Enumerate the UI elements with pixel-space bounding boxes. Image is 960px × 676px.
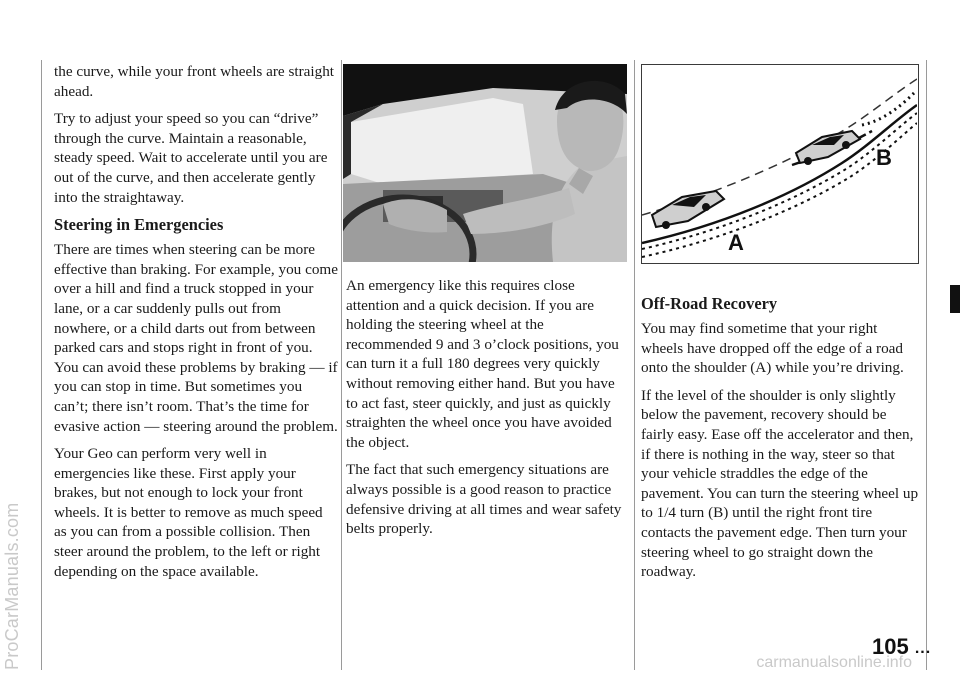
road-recovery-diagram [641,64,919,264]
paragraph: There are times when steering can be more effective than braking. For example, you come over a hill and find a truck stopped in your lane, or a car suddenly pulls out from nowhere, or a child darts out from between parked cars and stops right in front of you. You can avoid these problems by braking — if you can stop in time. But sometimes you can’t; there isn’t room. That’s the time for evasive action — steering around the problem. [54,241,338,435]
column-rule-middle [341,60,342,670]
car-b-icon [796,131,860,165]
paragraph: An emergency like this requires close attention and a quick decision. If you are holding the steering wheel at the recommended 9 and 3 o’clock positions, you can turn it a full 180 degrees very quickly without removing either hand. But you have to act fast, steer quickly, and just as quickly straighten the wheel once you have avoided the object. [346,277,619,451]
section-tab-marker [950,285,960,313]
paragraph: the curve, while your front wheels are straight ahead. [54,63,335,100]
column-rule-right [634,60,635,670]
label-b: B [876,145,892,170]
watermark-text: ProCarManuals.com [2,502,22,670]
text-column-3 [641,288,923,590]
text-column-2 [346,276,630,547]
paragraph: If the level of the shoulder is only slightly below the pavement, recovery should be fairly easy. Ease off the accelerator and then, if there is nothing in the way, steer so that your vehicle straddles the edge of the pavement. You can turn the steering wheel up to 1/4 turn (B) until the right front tire contacts the pavement edge. Then turn your steering wheel to go straight down the roadway. [641,386,919,581]
page-number [872,634,931,660]
paragraph: You may find sometime that your right wheels have dropped off the edge of a road onto the shoulder (A) while you’re driving. [641,320,904,377]
paragraph: Your Geo can perform very well in emergencies like these. First apply your brakes, but not enough to lock your front wheels. It is better to remove as much speed as you can from a possible collision. Then steer around the problem, to the left or right depending on the space available. [54,445,323,580]
column-rule-left [41,60,42,670]
column-rule-edge [926,60,927,670]
footer-watermark: carmanualsonline.info [756,654,912,671]
paragraph: Try to adjust your speed so you can “drive” through the curve. Maintain a reasonable, steady speed. Wait to accelerate until you are out of the curve, and then accelerate gently into the straightaway. [54,110,328,206]
label-a: A [728,230,744,255]
page-number-value: 105 [872,634,909,659]
driver-illustration [343,64,627,262]
section-heading-steering: Steering in Emergencies [54,215,224,235]
page-number-suffix: ... [914,640,932,657]
section-heading-off-road: Off-Road Recovery [641,294,778,313]
text-column-1 [54,62,338,589]
paragraph: The fact that such emergency situations are always possible is a good reason to practice defensive driving at all times and wear safety belts properly. [346,461,622,538]
